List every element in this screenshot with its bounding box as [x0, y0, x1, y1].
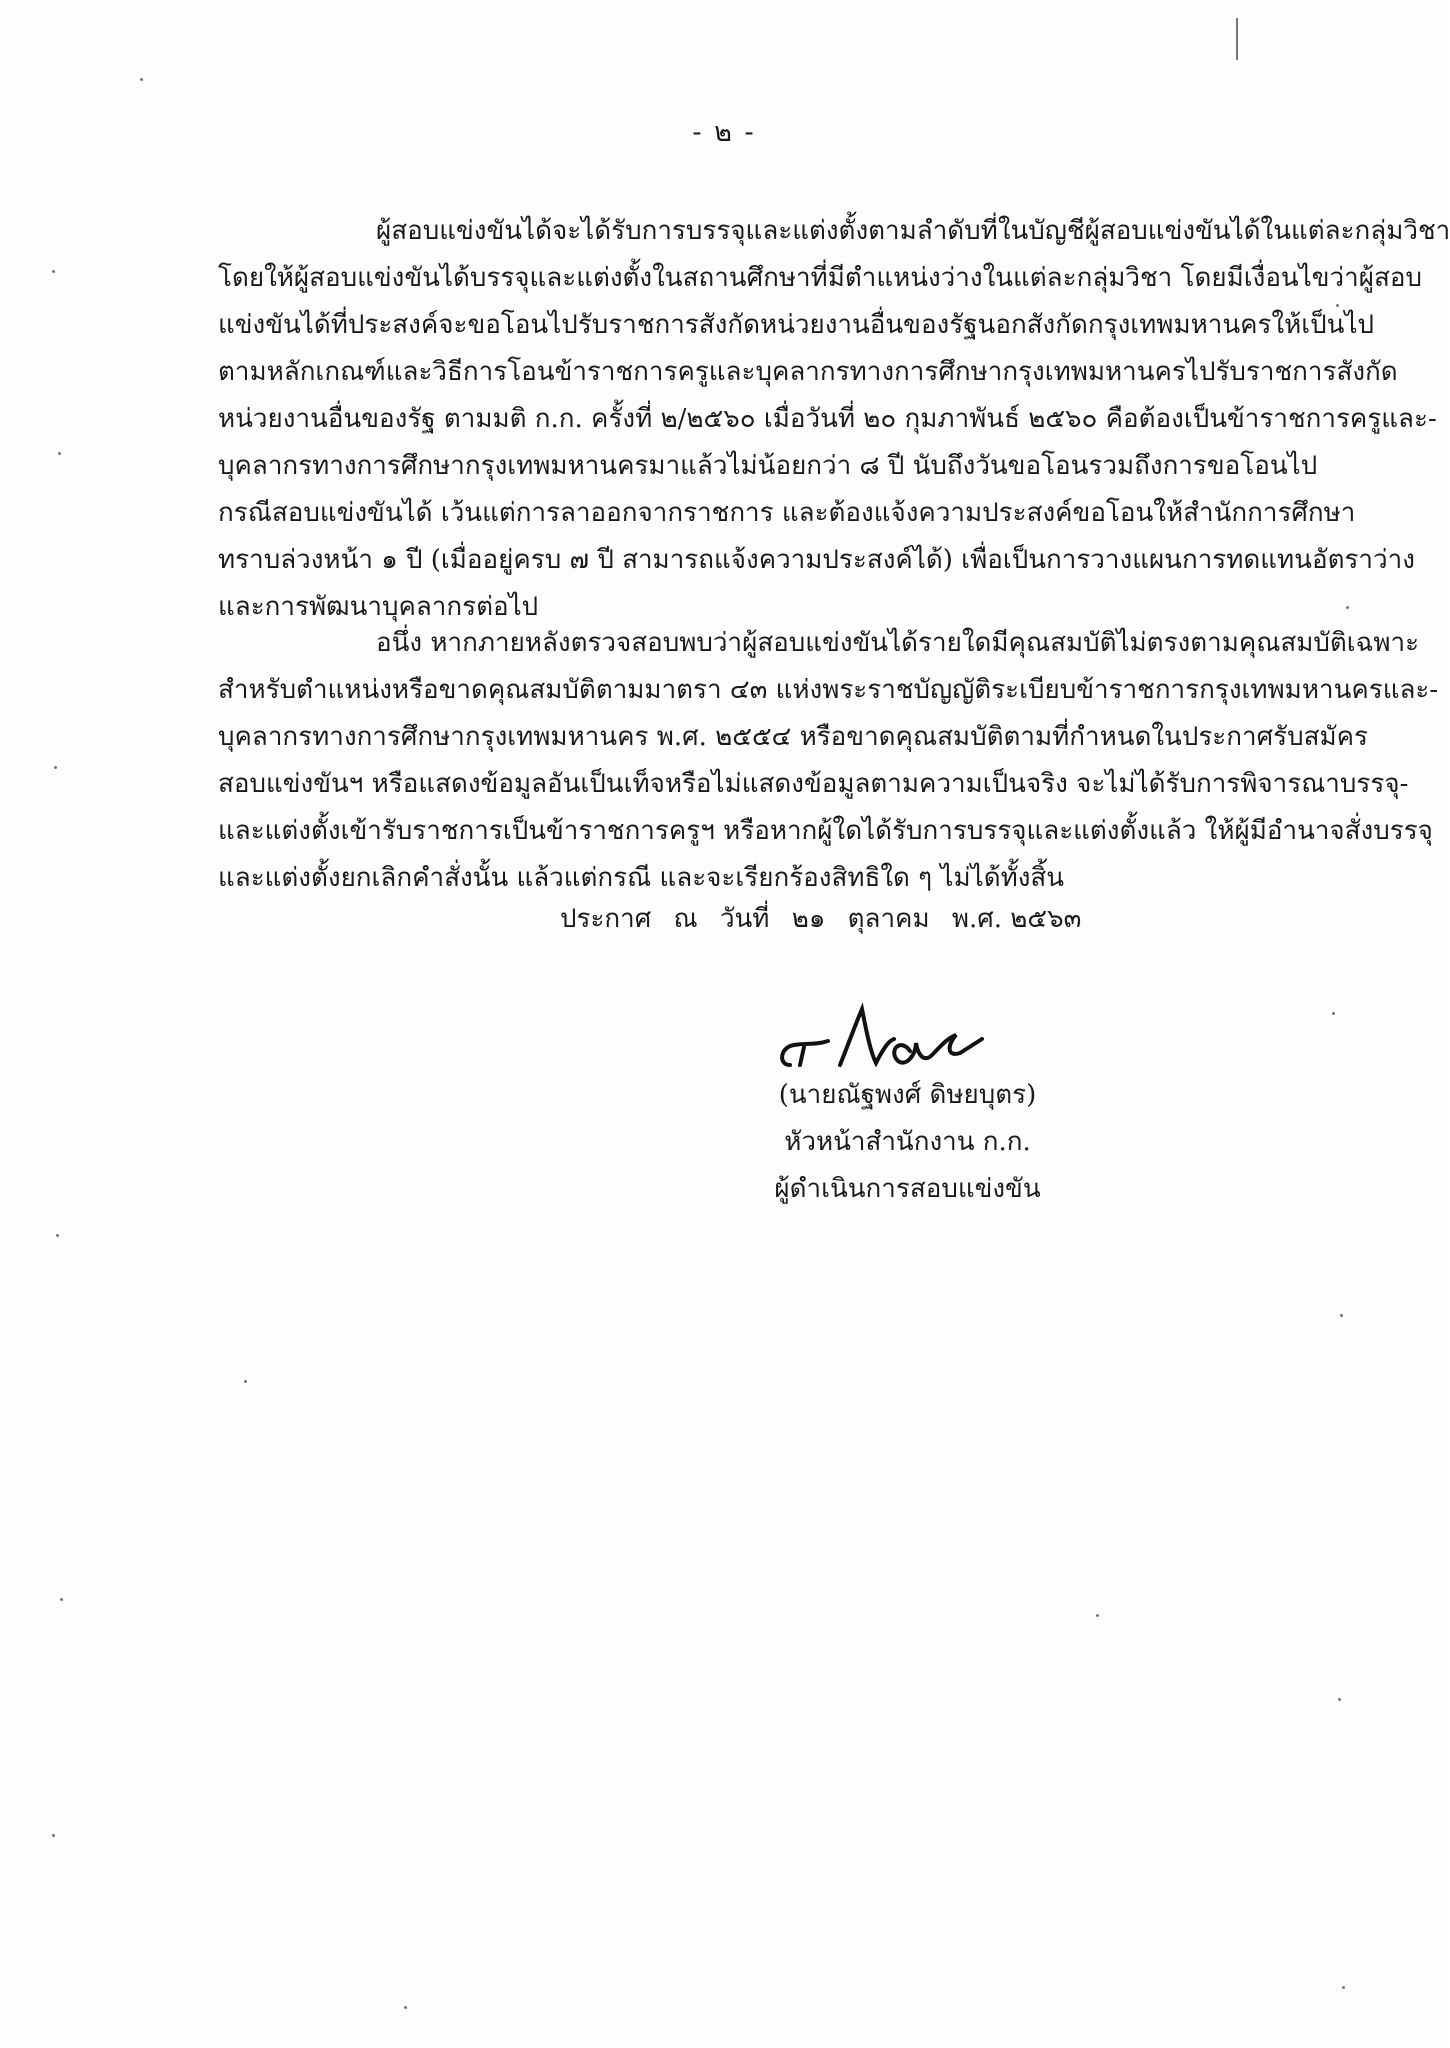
- announcement-month: ตุลาคม: [847, 904, 930, 934]
- scan-speck: [1340, 1314, 1343, 1317]
- paragraph-line: หน่วยงานอื่นของรัฐ ตามมติ ก.ก. ครั้งที่ ๒/๒๕๖๐ เมื่อวันที่ ๒๐ กุมภาพันธ์ ๒๕๖๐ คือต้องเป็นข้าราชการครูและ-: [218, 404, 1437, 434]
- announcement-day: ๒๑: [791, 904, 826, 934]
- scan-speck: [1346, 606, 1349, 609]
- scan-speck: [1332, 1012, 1335, 1015]
- paragraph-disqualification: [218, 620, 1439, 902]
- signatory-role: ผู้ดำเนินการสอบแข่งขัน: [774, 1174, 1041, 1204]
- paragraph-line: บุคลากรทางการศึกษากรุงเทพมหานคร พ.ศ. ๒๕๕๔ หรือขาดคุณสมบัติตามที่กำหนดในประกาศรับสมัคร: [218, 722, 1368, 752]
- page-number: - ๒ -: [692, 117, 756, 148]
- announcement-date-label: วันที่: [719, 904, 770, 934]
- scan-speck: [56, 1234, 59, 1237]
- paragraph-line: แข่งขันได้ที่ประสงค์จะขอโอนไปรับราชการสังกัดหน่วยงานอื่นของรัฐนอกสังกัดกรุงเทพมหานครให้เป็นไป: [218, 310, 1375, 340]
- scan-speck: [52, 270, 55, 273]
- signatory-name: (นายณัฐพงศ์ ดิษยบุตร): [778, 1080, 1037, 1110]
- scan-speck: [1336, 304, 1339, 307]
- signatory-block: [770, 1072, 1045, 1213]
- paragraph-line: สอบแข่งขันฯ หรือแสดงข้อมูลอันเป็นเท็จหรือไม่แสดงข้อมูลตามความเป็นจริง จะไม่ได้รับการพิจารณาบรรจุ-: [218, 769, 1409, 799]
- scan-speck: [1338, 1698, 1341, 1701]
- paragraph-line: ผู้สอบแข่งขันได้จะได้รับการบรรจุและแต่งตั้งตามลำดับที่ในบัญชีผู้สอบแข่งขันได้ในแต่ละกลุ่มวิชา: [376, 216, 1450, 246]
- scan-speck: [52, 1834, 55, 1837]
- announcement-year: พ.ศ. ๒๕๖๓: [951, 904, 1082, 934]
- paragraph-line: สำหรับตำแหน่งหรือขาดคุณสมบัติตามมาตรา ๔๓ แห่งพระราชบัญญัติระเบียบข้าราชการกรุงเทพมหานครและ-: [218, 675, 1439, 705]
- scan-speck: [58, 452, 61, 455]
- scan-speck: [1096, 1614, 1099, 1617]
- announcement-date-line: [560, 898, 1095, 939]
- scan-speck: [54, 766, 57, 769]
- announcement-prefix: ประกาศ: [560, 904, 652, 934]
- announcement-on: ณ: [673, 904, 698, 934]
- scan-speck: [1342, 1986, 1345, 1989]
- scan-speck: [244, 1380, 247, 1383]
- scan-speck: [60, 1598, 63, 1601]
- paragraph-line: ทราบล่วงหน้า ๑ ปี (เมื่ออยู่ครบ ๗ ปี สามารถแจ้งความประสงค์ได้) เพื่อเป็นการวางแผนการทดแทนอัตราว่าง: [218, 545, 1415, 575]
- scan-speck: [404, 2006, 407, 2009]
- paragraph-line: และแต่งตั้งเข้ารับราชการเป็นข้าราชการครูฯ หรือหากผู้ใดได้รับการบรรจุและแต่งตั้งแล้ว ให้ผู้มีอำนาจสั่งบรรจุ: [218, 816, 1433, 846]
- paragraph-line: กรณีสอบแข่งขันได้ เว้นแต่การลาออกจากราชการ และต้องแจ้งความประสงค์ขอโอนให้สำนักการศึกษา: [218, 498, 1356, 528]
- paragraph-line: ตามหลักเกณฑ์และวิธีการโอนข้าราชการครูและบุคลากรทางการศึกษากรุงเทพมหานครไปรับราชการสังกัด: [218, 357, 1398, 387]
- paragraph-line: บุคลากรทางการศึกษากรุงเทพมหานครมาแล้วไม่น้อยกว่า ๘ ปี นับถึงวันขอโอนรวมถึงการขอโอนไป: [218, 451, 1318, 481]
- paragraph-line: และแต่งตั้งยกเลิกคำสั่งนั้น แล้วแต่กรณี และจะเรียกร้องสิทธิใด ๆ ไม่ได้ทั้งสิ้น: [218, 863, 1065, 893]
- scan-speck: [140, 78, 143, 81]
- paragraph-transfer-conditions: [218, 208, 1450, 631]
- signatory-position: หัวหน้าสำนักงาน ก.ก.: [784, 1127, 1031, 1157]
- paragraph-line: และการพัฒนาบุคลากรต่อไป: [218, 592, 539, 622]
- paragraph-line: โดยให้ผู้สอบแข่งขันได้บรรจุและแต่งตั้งในสถานศึกษาที่มีตำแหน่งว่างในแต่ละกลุ่มวิชา โดยมีเงื่อนไขว่าผู้สอบ: [218, 263, 1422, 293]
- scan-edge-mark: [1236, 18, 1238, 60]
- paragraph-line: อนึ่ง หากภายหลังตรวจสอบพบว่าผู้สอบแข่งขันได้รายใดมีคุณสมบัติไม่ตรงตามคุณสมบัติเฉพาะ: [376, 628, 1420, 658]
